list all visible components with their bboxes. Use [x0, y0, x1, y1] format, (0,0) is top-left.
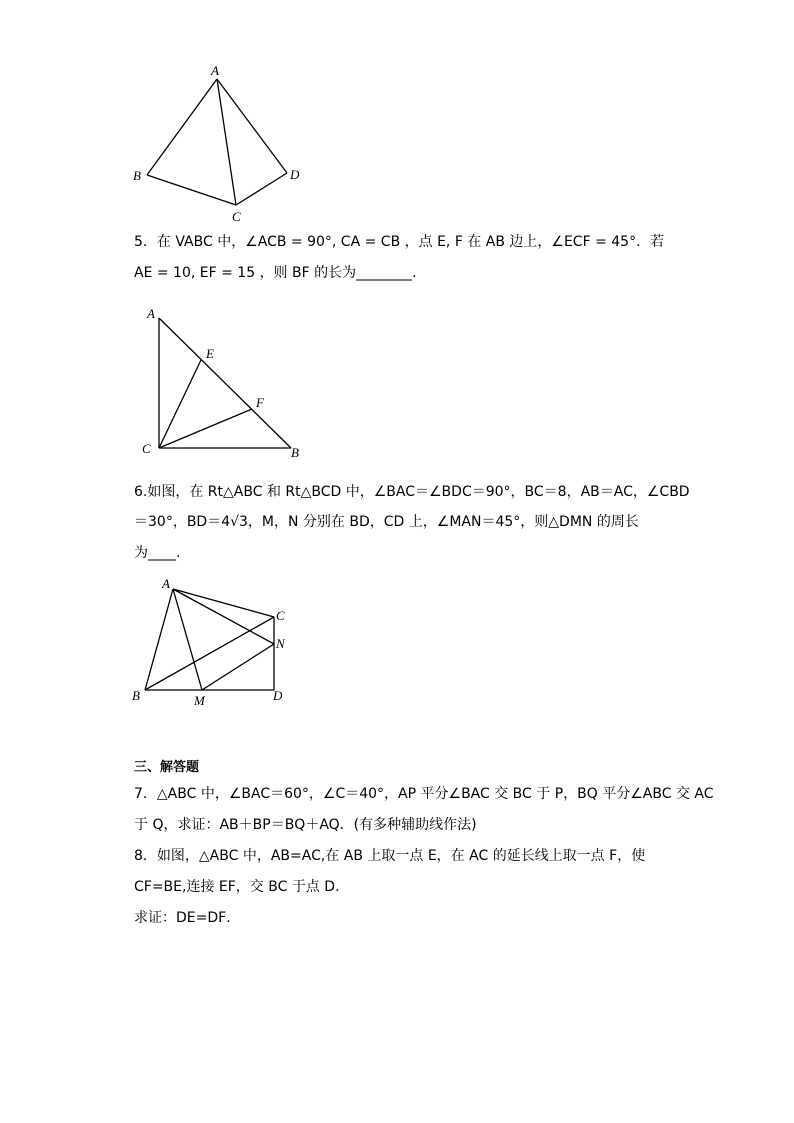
question-6-line-3: 为____.: [134, 545, 181, 561]
segment-ac: [173, 589, 274, 617]
section-heading: 三、解答题: [134, 760, 200, 775]
segment-bc: [145, 617, 274, 690]
figure-q6: [125, 572, 305, 712]
label-b: B: [291, 445, 299, 460]
segment-ac: [217, 79, 236, 205]
segment-ce: [159, 360, 201, 448]
label-a: A: [211, 63, 219, 78]
figure-q5: [135, 300, 320, 465]
question-6-line-1: 6.如图，在 Rt△ABC 和 Rt△BCD 中，∠BAC＝∠BDC＝90°，BC＝8，AB＝AC，∠CBD: [134, 484, 690, 500]
question-5-line-2: AE = 10, EF = 15 ，则 BF 的长为________．: [134, 265, 427, 281]
label-f: F: [256, 395, 264, 410]
segment-an: [173, 589, 274, 644]
label-n: N: [276, 636, 285, 651]
label-a: A: [147, 306, 155, 321]
label-c: C: [142, 441, 151, 456]
label-c: C: [276, 608, 285, 623]
question-6-line-2: ＝30°，BD＝4√3，M，N 分别在 BD，CD 上，∠MAN＝45°，则△DMN 的周长: [134, 514, 639, 530]
label-e: E: [206, 346, 214, 361]
segment-bc: [147, 175, 236, 205]
label-d: D: [273, 688, 283, 703]
question-8-line-3: 求证：DE=DF．: [134, 910, 241, 926]
question-8-line-2: CF=BE,连接 EF，交 BC 于点 D．: [134, 879, 350, 895]
segment-ab: [159, 318, 291, 448]
segment-cf: [159, 409, 252, 448]
label-d: D: [290, 167, 300, 182]
segment-ab: [147, 79, 217, 175]
question-8-line-1: 8．如图，△ABC 中，AB=AC,在 AB 上取一点 E，在 AC 的延长线上取一点 F，使: [134, 848, 646, 864]
label-m: M: [194, 693, 205, 708]
segment-am: [173, 589, 202, 690]
segment-ad: [217, 79, 287, 173]
figure-q4: [120, 58, 320, 228]
label-b: B: [132, 688, 140, 703]
segment-cd: [236, 173, 287, 205]
segment-ab: [145, 589, 173, 690]
question-5-line-1: 5．在 VABC 中，∠ACB = 90°, CA = CB ，点 E, F 在 AB 边上，∠ECF = 45°．若: [134, 234, 665, 250]
question-7-line-1: 7．△ABC 中，∠BAC＝60°，∠C＝40°，AP 平分∠BAC 交 BC 于 P，BQ 平分∠ABC 交 AC: [134, 786, 714, 802]
label-a: A: [162, 576, 170, 591]
question-7-line-2: 于 Q，求证：AB＋BP＝BQ＋AQ．(有多种辅助线作法): [134, 817, 477, 833]
label-b: B: [133, 168, 141, 183]
label-c: C: [232, 209, 241, 224]
